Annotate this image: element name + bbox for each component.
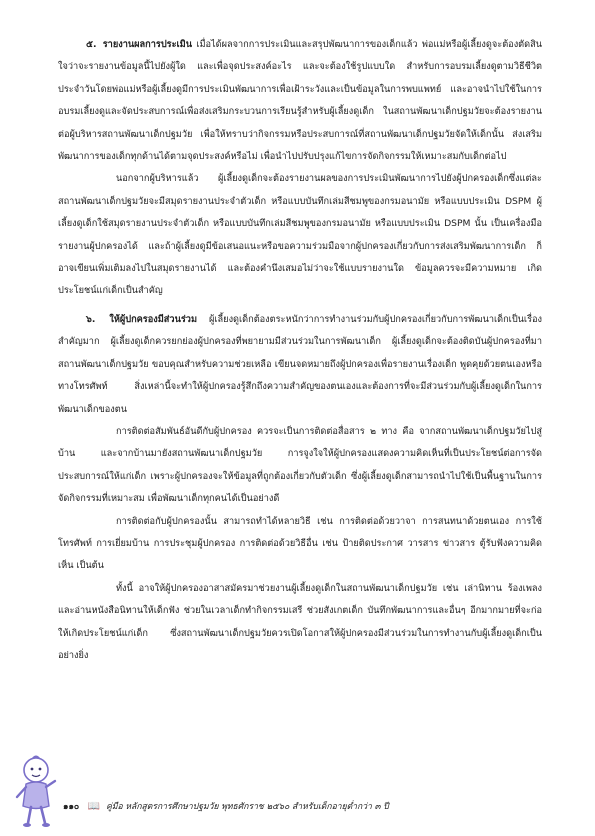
section-6-text-2: การติดต่อสัมพันธ์อันดีกับผู้ปกครอง ควรจะเป็นการติดต่อสื่อสาร ๒ ทาง คือ จากสถานพัฒนาเด็กปฐมวัยไปสู่บ้าน และจากบ้านมายังสถานพัฒนาเด็กปฐมวัย การจูงใจให้ผู้ปกครองแสดงความคิดเห็นที่เป็นประโยชน์ต่อการจัดประสบการณ์ให้แก่เด็ก เพราะผู้ปกครองจะให้ข้อมูลที่ถูกต้องเกี่ยวกับตัวเด็ก ซึ่งผู้เลี้ยงดูเด็กสามารถนำไปใช้เป็นพื้นฐานในการจัดกิจกรรมที่เหมาะสม เพื่อพัฒนาเด็กทุกคนได้เป็นอย่างดี — [58, 425, 542, 505]
footer-text: หลักสูตรการศึกษาปฐมวัย พุทธศักราช ๒๕๖๐ สำหรับเด็กอายุต่ำกว่า ๓ ปี — [125, 802, 389, 812]
section-5-text-1: เมื่อได้ผลจากการประเมินและสรุปพัฒนาการของเด็กแล้ว พ่อแม่หรือผู้เลี้ยงดูจะต้องตัดสินใจว่าจะรายงานข้อมูลนี้ไปยังผู้ใด และเพื่อจุดประสงค์อะไร และจะต้องใช้รูปแบบใด สำหรับการอบรมเลี้ยงดูตามวิธีชีวิตประจำวันโดยพ่อแม่หรือผู้เลี้ยงดูมีการประเมินพัฒนาการเพื่อเฝ้าระวังและเป็นข้อมูลในการพบแพทย์ และอาจนำไปใช้ในการอบรมเลี้ยงดูและจัดประสบการณ์เพื่อส่งเสริมกระบวนการเรียนรู้สำหรับผู้เลี้ยงดูเด็ก ในสถานพัฒนาเด็กปฐมวัยจะต้องรายงานต่อผู้บริหารสถานพัฒนาเด็กปฐมวัย เพื่อให้ทราบว่ากิจกรรมหรือประสบการณ์ที่สถานพัฒนาเด็กปฐมวัยจัดให้เด็กนั้น ส่งเสริมพัฒนาการของเด็กทุกด้านได้ตามจุดประสงค์หรือไม่ เพื่อนำไปปรับปรุงแก้ไขการจัดกิจกรรมให้เหมาะสมกับเด็กต่อไป — [58, 39, 542, 163]
section-6-number: ๖. — [86, 313, 96, 325]
section-6-text-4: ทั้งนี้ อาจให้ผู้ปกครองอาสาสมัครมาช่วยงานผู้เลี้ยงดูเด็กในสถานพัฒนาเด็กปฐมวัย เช่น เล่านิทาน ร้องเพลง และอ่านหนังสือนิทานให้เด็กฟัง ช่วยในเวลาเด็กทำกิจกรรมเสรี ช่วยสังเกตเด็ก บันทึกพัฒนาการและอื่นๆ อีกมากมายที่จะก่อให้เกิดประโยชน์แก่เด็ก ซึ่งสถานพัฒนาเด็กปฐมวัยควรเปิดโอกาสให้ผู้ปกครองมีส่วนร่วมในการทำงานกับผู้เลี้ยงดูเด็กเป็นอย่างยิ่ง — [58, 582, 542, 661]
section-5-text-2: นอกจากผู้บริหารแล้ว ผู้เลี้ยงดูเด็กจะต้องรายงานผลของการประเมินพัฒนาการไปยังผู้ปกครองเด็กซึ่งแต่ละสถานพัฒนาเด็กปฐมวัยจะมีสมุดรายงานประจำตัวเด็ก หรือแบบบันทึกเล่มสีชมพูของกรมอนามัย หรือแบบประเมิน DSPM ผู้เลี้ยงดูเด็กใช้สมุดรายงานประจำตัวเด็ก หรือแบบบันทึกเล่มสีชมพูของกรมอนามัย หรือแบบประเมิน DSPM นั้น เป็นเครื่องมือรายงานผู้ปกครองได้ และถ้าผู้เลี้ยงดูมีข้อเสนอแนะหรือขอความร่วมมือจากผู้ปกครองเกี่ยวกับการส่งเสริมพัฒนาการเด็ก ก็อาจเขียนเพิ่มเติมลงไปในสมุดรายงานได้ และต้องคำนึงเสมอไม่ว่าจะใช้แบบรายงานใด ข้อมูลควรจะมีความหมาย เกิดประโยชน์แก่เด็กเป็นสำคัญ — [58, 173, 542, 297]
section-6-heading: ให้ผู้ปกครองมีส่วนร่วม — [109, 313, 198, 325]
footer-series-label: คู่มือ — [106, 802, 123, 812]
section-6-paragraph-3 — [58, 511, 542, 578]
page-footer — [63, 799, 543, 815]
page-body — [58, 34, 542, 667]
book-icon: 📖 — [87, 801, 101, 812]
section-6-text-1: ผู้เลี้ยงดูเด็กต้องตระหนักว่าการทำงานร่วมกับผู้ปกครองเกี่ยวกับการพัฒนาเด็กเป็นเรื่องสำคัญมาก ผู้เลี้ยงดูเด็กควรยกย่องผู้ปกครองที่พยายามมีส่วนร่วมในการพัฒนาเด็ก ผู้เลี้ยงดูเด็กจะต้องติดบันผู้ปกครองที่มาสถานพัฒนาเด็กปฐมวัย ขอบคุณสำหรับความช่วยเหลือ เขียนจดหมายถึงผู้ปกครองเพื่อรายงานเรื่องเด็ก พูดคุยด้วยตนเองหรือทางโทรศัพท์ สิ่งเหล่านี้จะทำให้ผู้ปกครองรู้สึกถึงความสำคัญของตนเองและต้องการที่จะมีส่วนร่วมกับผู้เลี้ยงดูเด็กในการพัฒนาเด็กของตน — [58, 313, 543, 415]
section-6-paragraph-2 — [58, 421, 542, 511]
section-5-heading: รายงานผลการประเมิน — [102, 39, 193, 50]
section-6-text-3: การติดต่อกับผู้ปกครองนั้น สามารถทำได้หลายวิธี เช่น การติดต่อด้วยวาจา การสนทนาด้วยตนเอง การใช้โทรศัพท์ การเยี่ยมบ้าน การประชุมผู้ปกครอง การติดต่อด้วยวิธีอื่น เช่น ป้ายติดประกาศ วารสาร ข่าวสาร ตู้รับฟังความคิดเห็น เป็นต้น — [58, 515, 542, 572]
section-5-paragraph-1 — [58, 34, 542, 168]
section-5-paragraph-2 — [58, 168, 542, 302]
section-5-number: ๕. — [86, 39, 97, 50]
section-6-paragraph-1 — [58, 309, 542, 421]
page-number: ๑๑๐ — [63, 802, 80, 812]
section-6-paragraph-4 — [58, 578, 542, 668]
child-mascot-image — [10, 752, 62, 832]
